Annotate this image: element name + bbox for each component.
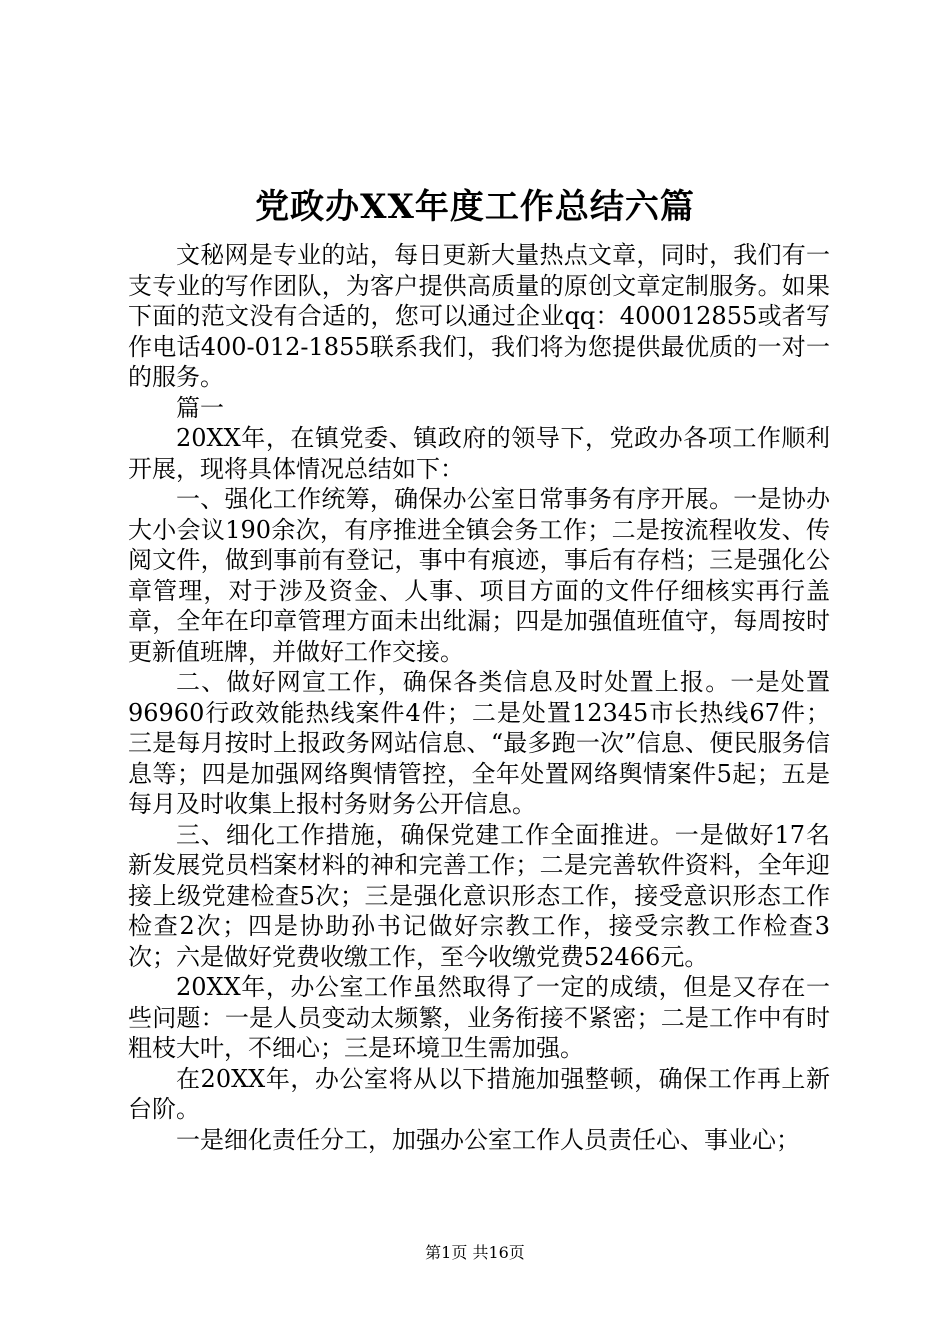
paragraph-section-heading: 篇一 — [176, 393, 224, 422]
paragraph-measure-1: 一是细化责任分工，加强办公室工作人员责任心、事业心； — [176, 1125, 800, 1154]
paragraph-problems: 20XX年，办公室工作虽然取得了一定的成绩，但是又存在一些问题：一是人员变动太频繁，业务衔接不紧密；二是工作中有时粗枝大叶，不细心；三是环境卫生需加强。 — [128, 973, 830, 1062]
document-title: 党政办XX年度工作总结六篇 — [255, 187, 695, 227]
document-body — [128, 240, 830, 1155]
paragraph-opening: 20XX年，在镇党委、镇政府的领导下，党政办各项工作顺利开展，现将具体情况总结如下： — [128, 424, 830, 483]
paragraph-intro: 文秘网是专业的站，每日更新大量热点文章，同时，我们有一支专业的写作团队，为客户提供高质量的原创文章定制服务。如果下面的范文没有合适的，您可以通过企业qq：400012855或者写作电话400-012-1855联系我们，我们将为您提供最优质的一对一的服务。 — [128, 241, 830, 391]
paragraph-item-2: 二、做好网宣工作，确保各类信息及时处置上报。一是处置96960行政效能热线案件4件；二是处置12345市长热线67件；三是每月按时上报政务网站信息、“最多跑一次”信息、便民服务信息等；四是加强网络舆情管控，全年处置网络舆情案件5起；五是每月及时收集上报村务财务公开信息。 — [128, 668, 830, 818]
page-footer: 第1页 共16页 — [425, 1243, 525, 1262]
paragraph-plan: 在20XX年，办公室将从以下措施加强整顿，确保工作再上新台阶。 — [128, 1064, 830, 1123]
paragraph-item-3: 三、细化工作措施，确保党建工作全面推进。一是做好17名新发展党员档案材料的神和完善工作；二是完善软件资料，全年迎接上级党建检查5次；三是强化意识形态工作，接受意识形态工作检查2次；四是协助孙书记做好宗教工作，接受宗教工作检查3次；六是做好党费收缴工作，至今收缴党费52466元。 — [128, 820, 830, 971]
paragraph-item-1: 一、强化工作统筹，确保办公室日常事务有序开展。一是协办大小会议190余次，有序推进全镇会务工作；二是按流程收发、传阅文件，做到事前有登记，事中有痕迹，事后有存档；三是强化公章管理，对于涉及资金、人事、项目方面的文件仔细核实再行盖章，全年在印章管理方面未出纰漏；四是加强值班值守，每周按时更新值班牌，并做好工作交接。 — [128, 485, 830, 666]
